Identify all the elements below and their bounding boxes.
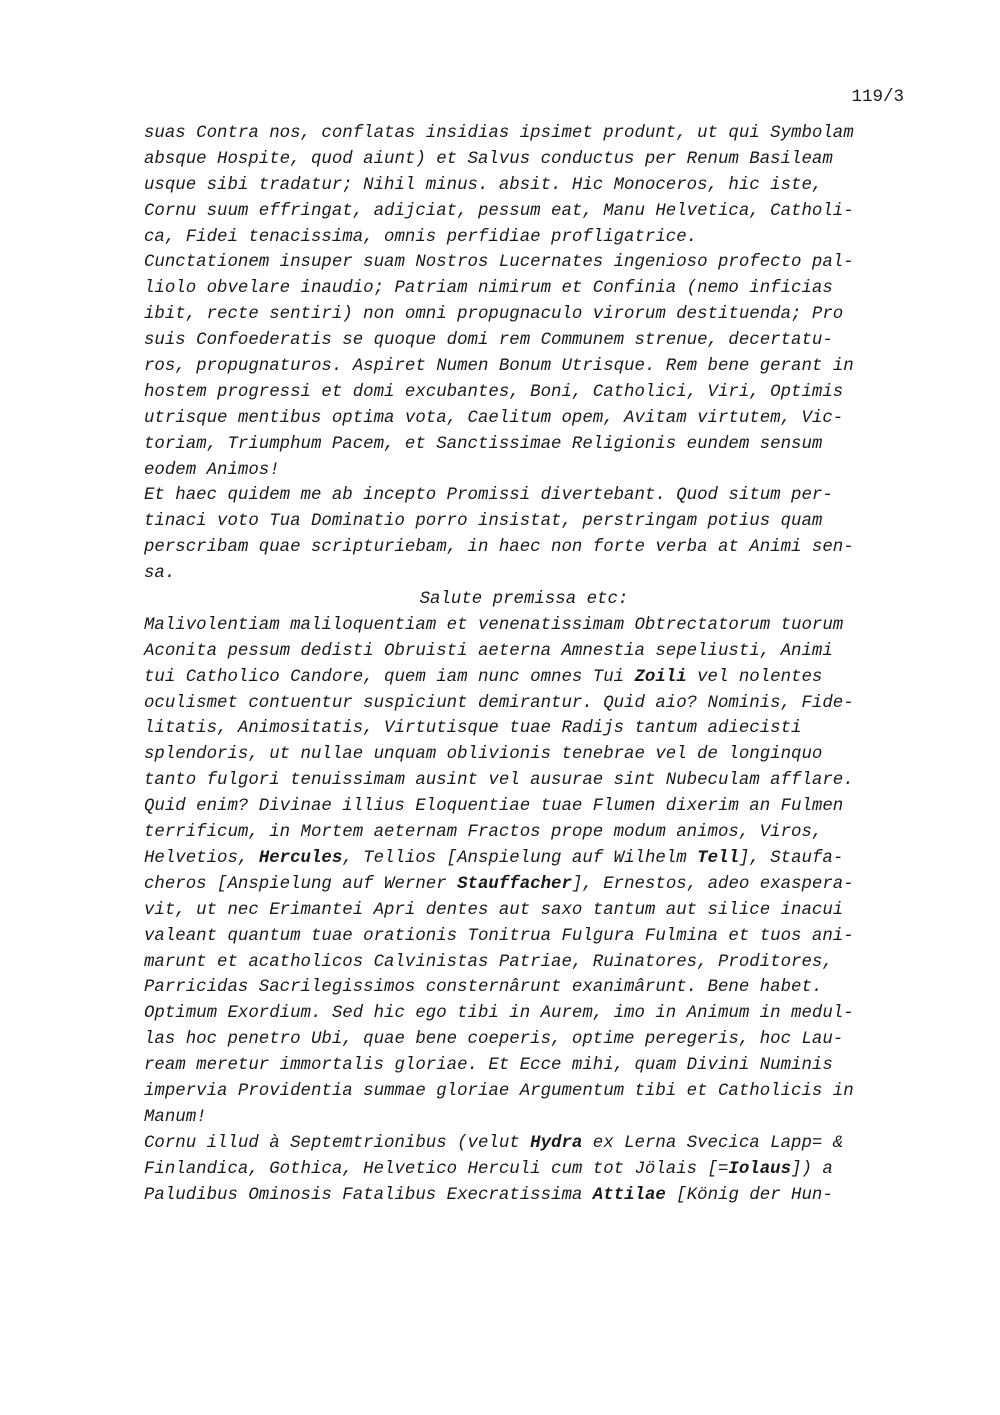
text-line (144, 665, 914, 691)
text-segment: valeant quantum tuae orationis Tonitrua Fulgura Fulmina et tuos ani- (144, 926, 854, 946)
text-segment: Finlandica, Gothica, Helvetico Herculi cum tot Jölais [= (144, 1159, 729, 1179)
text-segment: [König der Hun- (665, 1185, 833, 1205)
text-line (144, 1053, 914, 1079)
text-line (144, 380, 914, 406)
text-line (144, 406, 914, 432)
text-line (144, 328, 914, 354)
text-segment: toriam, Triumphum Pacem, et Sanctissimae Religionis eundem sensum (144, 434, 823, 454)
text-segment: utrisque mentibus optima vota, Caelitum opem, Avitam virtutem, Vic- (144, 408, 844, 428)
text-line (144, 587, 904, 613)
text-segment: Paludibus Ominosis Fatalibus Execratissima (144, 1185, 593, 1205)
text-line (144, 432, 914, 458)
text-segment: litatis, Animositatis, Virtutisque tuae Radijs tantum adiecisti (144, 719, 802, 739)
text-segment: ros, propugnaturos. Aspiret Numen Bonum Utrisque. Rem bene gerant in (144, 357, 854, 377)
bold-name: Stauffacher (457, 874, 572, 894)
text-segment: ], Staufa- (738, 848, 844, 868)
text-line (144, 121, 914, 147)
text-segment: Optimum Exordium. Sed hic ego tibi in Aurem, imo in Animum in medul- (144, 1004, 854, 1024)
text-segment: Parricidas Sacrilegissimos consternârunt exanimârunt. Bene habet. (144, 978, 823, 998)
text-line (144, 924, 914, 950)
text-segment: Helvetios, (144, 848, 259, 868)
text-segment: Et haec quidem me ab incepto Promissi divertebant. Quod situm per- (144, 486, 833, 506)
text-segment: usque sibi tradatur; Nihil minus. absit. Hic Monoceros, hic iste, (144, 175, 823, 195)
text-line (144, 846, 914, 872)
text-line (144, 975, 914, 1001)
text-line (144, 173, 914, 199)
text-line (144, 276, 914, 302)
text-line (144, 1183, 914, 1209)
bold-name: Iolaus (728, 1159, 792, 1179)
text-line (144, 950, 914, 976)
text-segment: Cornu suum effringat, adijciat, pessum eat, Manu Helvetica, Catholi- (144, 201, 854, 221)
text-segment: suas Contra nos, conflatas insidias ipsimet produnt, ut qui Symbolam (144, 124, 854, 143)
bold-name: Hydra (530, 1133, 583, 1153)
text-line (144, 820, 914, 846)
text-line (144, 716, 914, 742)
text-segment: vel nolentes (686, 667, 823, 687)
text-line (144, 250, 914, 276)
text-segment: tanto fulgori tenuissimam ausint vel ausurae sint Nubeculam afflare. (144, 771, 854, 791)
text-segment: oculismet contuentur suspiciunt demirantur. Quid aio? Nominis, Fide- (144, 693, 854, 713)
text-segment: Malivolentiam maliloquentiam et venenatissimam Obtrectatorum tuorum (144, 615, 844, 635)
text-line (144, 147, 914, 173)
text-line (144, 1105, 914, 1131)
text-line (144, 535, 914, 561)
bold-name: Hercules (258, 848, 343, 868)
text-segment: splendoris, ut nullae unquam oblivionis tenebrae vel de longinquo (144, 745, 823, 765)
text-line (144, 458, 914, 484)
text-segment: tinaci voto Tua Dominatio porro insistat, perstringam potius quam (144, 512, 823, 532)
text-segment: Cunctationem insuper suam Nostros Lucernates ingenioso profecto pal- (144, 253, 854, 273)
text-line (144, 225, 914, 251)
bold-name: Zoili (634, 667, 687, 687)
text-segment: suis Confoederatis se quoque domi rem Communem strenue, decertatu- (144, 331, 833, 351)
text-segment: impervia Providentia summae gloriae Argumentum tibi et Catholicis in (144, 1081, 854, 1101)
text-line (144, 898, 914, 924)
text-segment: las hoc penetro Ubi, quae bene coeperis, optime peregeris, hoc Lau- (144, 1030, 844, 1050)
text-segment: absque Hospite, quod aiunt) et Salvus conductus per Renum Basileam (144, 149, 833, 169)
text-segment: Cornu illud à Septemtrionibus (velut (144, 1133, 531, 1153)
text-segment: Manum! (144, 1107, 207, 1127)
text-segment: , Tellios [Anspielung auf Wilhelm (342, 848, 698, 868)
text-line (144, 794, 914, 820)
text-segment: eodem Animos! (144, 460, 280, 480)
text-line (144, 509, 914, 535)
text-segment: hostem progressi et domi excubantes, Boni, Catholici, Viri, Optimis (144, 382, 844, 402)
text-segment: ca, Fidei tenacissima, omnis perfidiae profligatrice. (144, 227, 698, 247)
text-line (144, 1157, 914, 1183)
text-line (144, 1079, 914, 1105)
text-segment: Aconita pessum dedisti Obruisti aeterna Amnestia sepeliusti, Animi (144, 641, 833, 661)
text-segment: ream meretur immortalis gloriae. Et Ecce mihi, quam Divini Numinis (144, 1056, 833, 1076)
bold-name: Tell (697, 848, 739, 868)
text-segment: Quid enim? Divinae illius Eloquentiae tuae Flumen dixerim an Fulmen (144, 797, 844, 817)
text-line (144, 302, 914, 328)
text-line (144, 613, 914, 639)
text-line (144, 1001, 914, 1027)
text-segment: vit, ut nec Erimantei Apri dentes aut saxo tantum aut silice inacui (144, 900, 844, 920)
text-line (144, 691, 914, 717)
text-segment: Salute premissa etc: (419, 590, 629, 610)
text-segment: terrificum, in Mortem aeternam Fractos prope modum animos, Viros, (144, 823, 823, 843)
text-line (144, 199, 914, 225)
text-segment: ibit, recte sentiri) non omni propugnaculo virorum destituenda; Pro (144, 305, 844, 325)
text-segment: ], Ernestos, adeo exaspera- (571, 874, 854, 894)
text-line (144, 1027, 914, 1053)
text-line (144, 872, 914, 898)
text-line (144, 768, 914, 794)
text-line (144, 742, 914, 768)
text-segment: liolo obvelare inaudio; Patriam nimirum et Confinia (nemo inficias (144, 279, 833, 299)
text-segment: ]) a (791, 1159, 833, 1179)
text-line (144, 483, 914, 509)
text-segment: marunt et acatholicos Calvinistas Patriae, Ruinatores, Proditores, (144, 952, 833, 972)
document-body (144, 121, 914, 1208)
page-number: 119/3 (851, 87, 904, 107)
text-line (144, 639, 914, 665)
text-line (144, 1131, 914, 1157)
bold-name: Attilae (592, 1185, 666, 1205)
text-segment: ex Lerna Svecica Lapp= & (582, 1133, 844, 1153)
text-line (144, 561, 914, 587)
text-segment: tui Catholico Candore, quem iam nunc omnes Tui (144, 667, 635, 687)
text-segment: cheros [Anspielung auf Werner (144, 874, 458, 894)
text-segment: sa. (144, 564, 176, 584)
text-line (144, 354, 914, 380)
text-segment: perscribam quae scripturiebam, in haec non forte verba at Animi sen- (144, 538, 854, 558)
